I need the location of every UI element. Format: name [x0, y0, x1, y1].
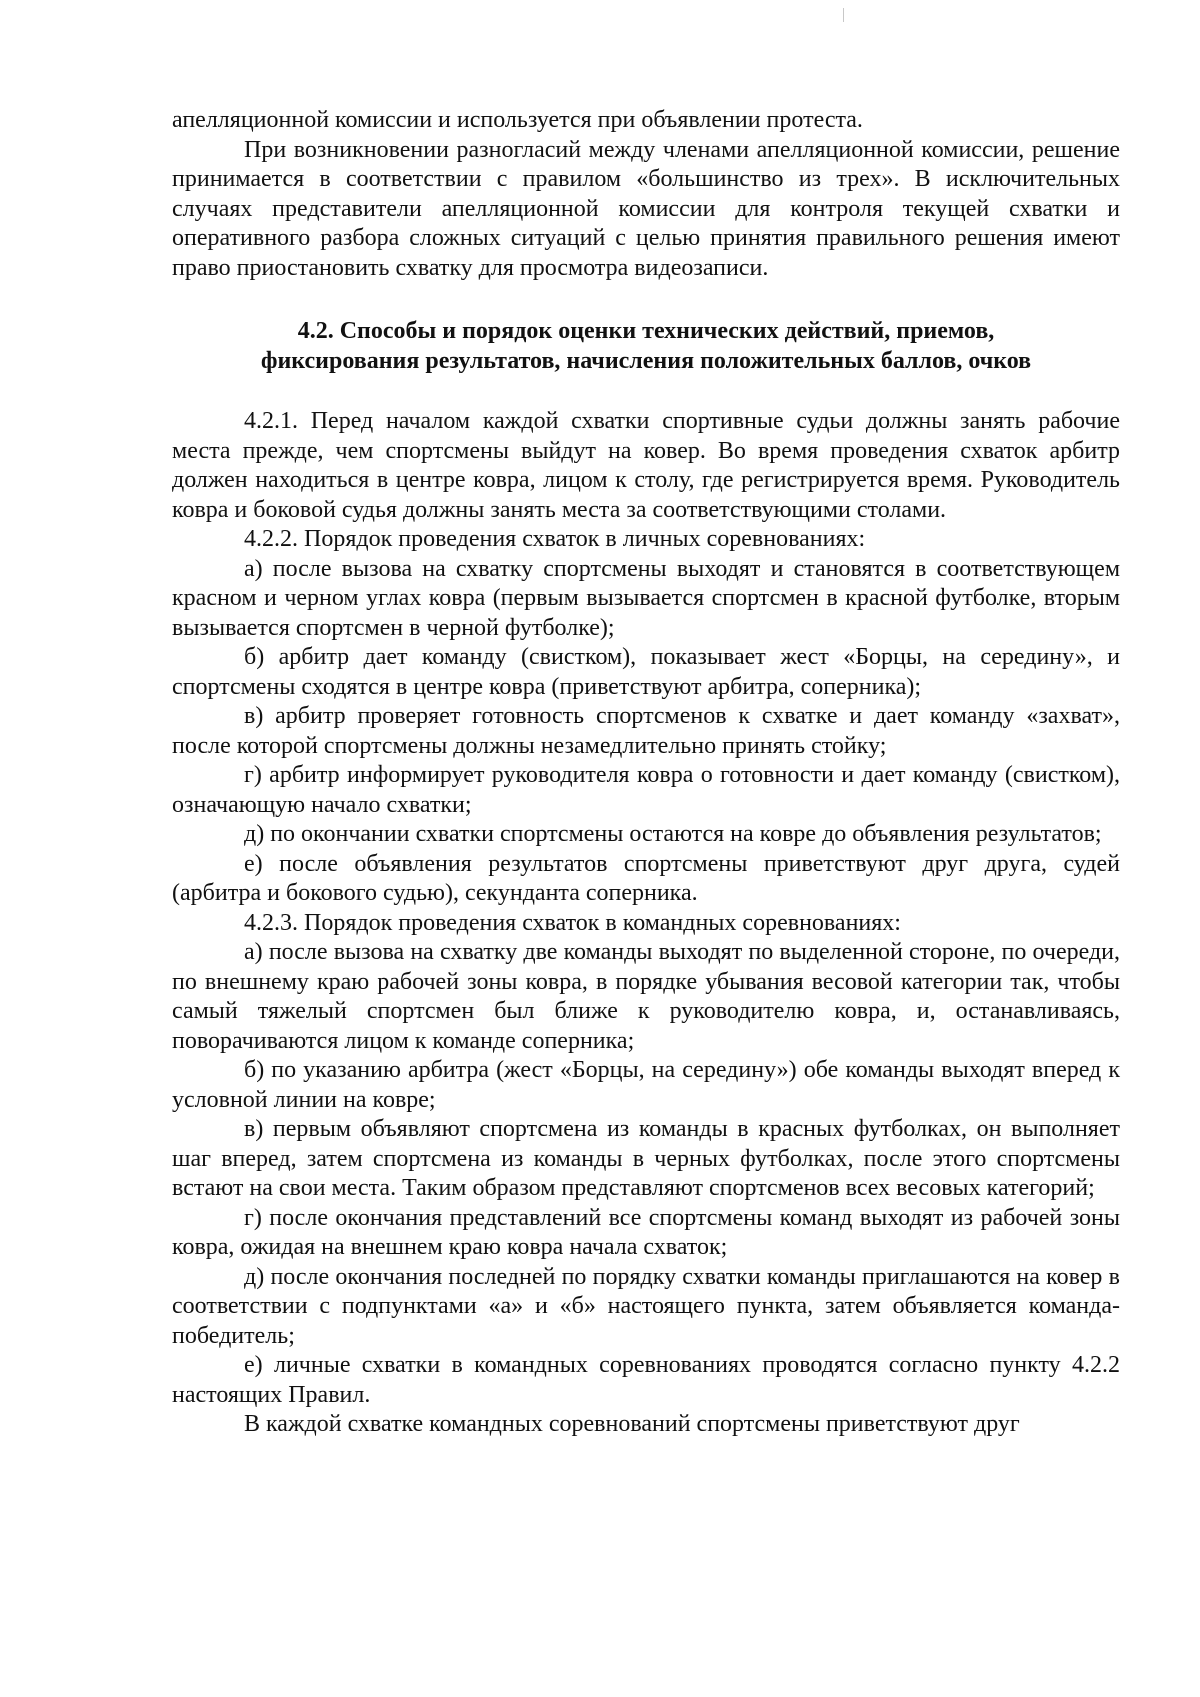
paragraph-appeal-disagreement: При возникновении разногласий между членами апелляционной комиссии, решение принимается в соответствии с правилом «большинство из трех». В исключительных случаях представители апелляционной комиссии для контроля текущей схватки и оперативного разбора сложных ситуаций с целью принятия правильного решения имеют право приостановить схватку для просмотра видеозаписи. [172, 136, 1120, 281]
list-item-4-2-3-v: в) первым объявляют спортсмена из команды в красных футболках, он выполняет шаг вперед, затем спортсмена из команды в черных футболках, после этого спортсмены встают на свои места. Таким образом представляют спортсменов всех весовых категорий; [172, 1116, 1120, 1201]
paragraph-4-2-3: 4.2.3. Порядок проведения схваток в командных соревнованиях: [244, 909, 901, 936]
list-item-4-2-2-d: д) по окончании схватки спортсмены остаются на ковре до объявления результатов; [244, 821, 1102, 847]
list-item-4-2-3-a: а) после вызова на схватку две команды выходят по выделенной стороне, по очереди, по внешнему краю рабочей зоны ковра, в порядке убывания весовой категории так, чтобы самый тяжелый спортсмен был ближе к руководителю ковра, и, останавливаясь, поворачиваются лицом к команде соперника; [172, 939, 1120, 1054]
list-item-4-2-3-d: д) после окончания последней по порядку схватки команды приглашаются на ковер в соответствии с подпунктами «а» и «б» настоящего пункта, затем объявляется команда-победитель; [172, 1263, 1120, 1349]
scan-mark [843, 8, 844, 22]
list-item-4-2-3-e: е) личные схватки в командных соревнованиях проводятся согласно пункту 4.2.2 настоящих Правил. [172, 1352, 1120, 1408]
paragraph-closing: В каждой схватке командных соревнований спортсмены приветствуют друг [244, 1411, 1020, 1437]
list-item-4-2-2-a: а) после вызова на схватку спортсмены выходят и становятся в соответствующем красном и черном углах ковра (первым вызывается спортсмен в красной футболке, вторым вызывается спортсмен в черной футболке); [172, 555, 1120, 641]
list-item-4-2-2-v: в) арбитр проверяет готовность спортсменов к схватке и дает команду «захват», после которой спортсмены должны незамедлительно принять стойку; [172, 703, 1120, 759]
list-item-4-2-2-g: г) арбитр информирует руководителя ковра о готовности и дает команду (свистком), означающую начало схватки; [172, 762, 1120, 818]
list-item-4-2-3-g: г) после окончания представлений все спортсмены команд выходят из рабочей зоны ковра, ожидая на внешнем краю ковра начала схваток; [172, 1204, 1120, 1260]
section-heading-line-2: фиксирования результатов, начисления положительных баллов, очков [260, 348, 1032, 374]
paragraph-continuation: апелляционной комиссии и используется при объявлении протеста. [172, 107, 863, 133]
paragraph-4-2-1: 4.2.1. Перед началом каждой схватки спортивные судьи должны занять рабочие места прежде, чем спортсмены выйдут на ковер. Во время проведения схваток арбитр должен находиться в центре ковра, лицом к столу, где регистрируется время. Руководитель ковра и боковой судья должны занять места за соответствующими столами. [172, 408, 1120, 523]
section-heading-line-1: 4.2. Способы и порядок оценки технических действий, приемов, [297, 318, 995, 344]
list-item-4-2-3-b: б) по указанию арбитра (жест «Борцы, на середину») обе команды выходят вперед к условной линии на ковре; [172, 1057, 1120, 1113]
paragraph-4-2-2: 4.2.2. Порядок проведения схваток в личных соревнованиях: [244, 526, 866, 552]
document-page [172, 106, 1120, 1440]
list-item-4-2-2-b: б) арбитр дает команду (свистком), показывает жест «Борцы, на середину», и спортсмены сходятся в центре ковра (приветствуют арбитра, соперника); [172, 644, 1120, 700]
section-heading [172, 316, 1120, 376]
list-item-4-2-2-e: е) после объявления результатов спортсмены приветствуют друг друга, судей (арбитра и бокового судью), секунданта соперника. [172, 850, 1120, 906]
